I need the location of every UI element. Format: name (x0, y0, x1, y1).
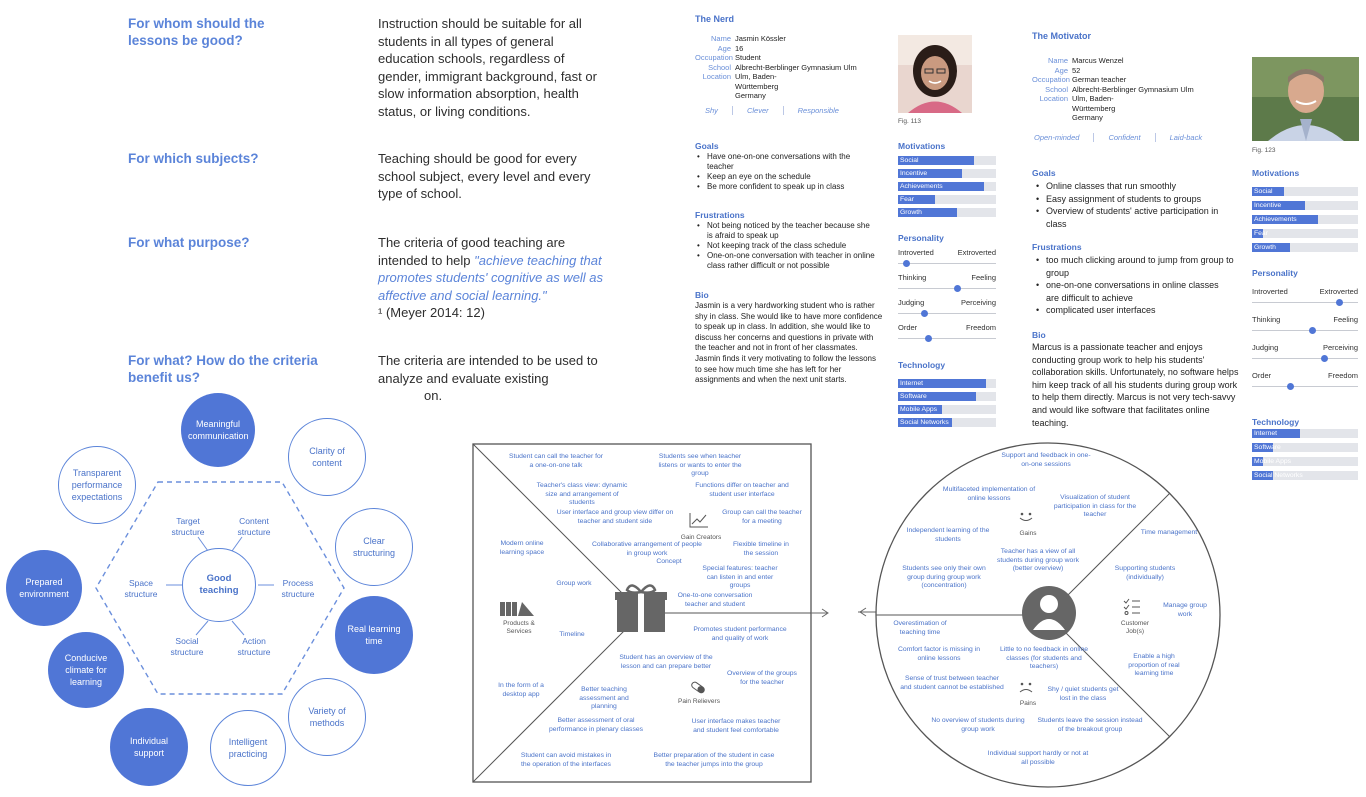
bar-row (898, 182, 996, 191)
bar-row (1252, 457, 1358, 466)
cp-item: Visualization of student participation in class for the teacher (1053, 494, 1137, 518)
field-key: Name (710, 34, 731, 43)
bar-row (898, 169, 996, 178)
outer-circle-label: Intelligent practicing (228, 737, 268, 759)
personality-slider (898, 263, 996, 264)
bio-text: Jasmin is a very hardworking student who is rather shy in class. She would like to have more confidence to speak up in class. In addition, she would like to discuss her concerns and questions in private with the teacher and not in front of her classmates. Jasmin finds it very motivating to follow the lessons to see how much time she has left for her assignments and when the next unit starts. (695, 301, 883, 385)
slider-left-label: Judging (1252, 343, 1279, 352)
field-value: 52 (1072, 65, 1081, 75)
cp-item: Overestimation of teaching time (893, 620, 947, 636)
outer-circle-label: Individual support (129, 736, 169, 758)
bar-row (1252, 429, 1358, 438)
cp-item: Independent learning of the students (906, 527, 990, 543)
frustrations-heading: Frustrations (1032, 242, 1082, 252)
trait-tag: Shy (705, 106, 718, 115)
vp-item: Timeline (559, 631, 585, 638)
question-benefit: For what? How do the criteria benefit us? (128, 353, 318, 385)
field-key: Occupation (695, 53, 733, 62)
answer-subjects: Teaching should be good for every school subject, every level and every type of school. (378, 151, 591, 201)
cp-item: Enable a high proportion of real learning time (1128, 653, 1180, 677)
outer-circle (288, 418, 366, 496)
motivations-heading: Motivations (1252, 168, 1300, 178)
field-value: Ulm, Baden-Württemberg Germany (735, 72, 779, 100)
bar-label: Growth (1254, 244, 1276, 251)
persona-title: The Motivator (1032, 31, 1092, 41)
outer-circle (335, 596, 413, 674)
frustrations-heading: Frustrations (695, 210, 745, 220)
slider-left-label: Judging (898, 298, 925, 307)
cp-item: No overview of students during group work (931, 717, 1025, 733)
list-item: • One-on-one conversation with teacher in online class rather difficult or not possible (695, 251, 875, 271)
vp-item: Better assessment of oral performance in plenary classes (548, 717, 644, 733)
outer-circle (288, 678, 366, 756)
bar-row (898, 392, 996, 401)
vp-item: Better preparation of the student in case the teacher jumps into the group (653, 752, 775, 768)
cp-item: Support and feedback in one-on-one sessions (1001, 452, 1091, 468)
outer-circle-label: Transparent performance expectations (71, 468, 123, 502)
field-value: German teacher (1072, 75, 1127, 84)
bar-label: Mobile Apps (900, 406, 938, 413)
outer-circle (181, 393, 255, 467)
bar-label: Software (1254, 444, 1281, 451)
persona-fields (1032, 56, 1212, 123)
inner-label: Social structure (170, 636, 204, 657)
trait-tag: Open-minded (1034, 133, 1080, 142)
bar-label: Social Networks (1254, 472, 1303, 479)
bar-label: Social (1254, 188, 1273, 195)
slider-right-label: Perceiving (960, 298, 996, 307)
list-item: • Keep an eye on the schedule (695, 172, 865, 182)
vp-item: Group work (556, 580, 592, 587)
frustrations-list (1034, 254, 1234, 317)
outer-circle (48, 632, 124, 708)
slider-left-label: Order (1252, 371, 1272, 380)
bar-label: Social (900, 157, 919, 164)
goals-list (1034, 180, 1234, 230)
goals-heading: Goals (695, 141, 719, 151)
field-key: Occupation (1032, 75, 1070, 84)
persona-traits (1034, 133, 1216, 142)
field-key: Name (1047, 56, 1068, 65)
answer-whom: Instruction should be suitable for all students in all types of general education schools, regardless of gender, immigrant background, fast or slow information absorption, health status, or living conditions. (378, 16, 597, 119)
field-value: Ulm, Baden-Württemberg Germany (1072, 94, 1116, 122)
slider-right-label: Feeling (971, 273, 996, 282)
slider-knob (1336, 299, 1343, 306)
personality-heading: Personality (898, 233, 944, 243)
vp-item: Special features: teacher can listen in and enter groups (702, 565, 778, 589)
bio-heading: Bio (1032, 330, 1046, 340)
goals-list (695, 152, 865, 192)
outer-circle (335, 508, 413, 586)
field-value: Albrecht-Berblinger Gymnasium Ulm (1072, 84, 1194, 94)
outer-circle (6, 550, 82, 626)
slider-right-label: Freedom (1327, 371, 1358, 380)
outer-circle (58, 446, 136, 524)
bar-label: Software (900, 393, 927, 400)
slider-left-label: Introverted (898, 248, 934, 257)
outer-circle (110, 708, 188, 786)
trait-tag: Responsible (783, 106, 853, 115)
bar-row (1252, 471, 1358, 480)
bar-row (898, 405, 996, 414)
bar-label: Fear (1254, 230, 1268, 237)
field-key: Age (717, 43, 731, 53)
inner-label: Process structure (281, 578, 315, 599)
center-label: Good teaching (199, 573, 239, 596)
trait-tag: Laid-back (1155, 133, 1217, 142)
list-item: • Easy assignment of students to groups (1034, 193, 1234, 206)
field-key: Age (1054, 65, 1068, 75)
bar-row (1252, 187, 1358, 196)
personality-slider (1252, 358, 1358, 359)
bar-label: Social Networks (900, 419, 949, 426)
gains-label: Gains (1019, 530, 1037, 537)
answer-benefit-tail: on. (424, 388, 443, 403)
goals-heading: Goals (1032, 168, 1056, 178)
bar-row (1252, 229, 1358, 238)
bar-row (898, 195, 996, 204)
vp-item: User interface makes teacher and student feel comfortable (691, 718, 781, 734)
bar-row (898, 156, 996, 165)
personality-slider (898, 288, 996, 289)
cp-item: Comfort factor is missing in online lessons (898, 646, 980, 662)
trait-tag: Confident (1093, 133, 1154, 142)
bio-heading: Bio (695, 290, 709, 300)
vp-item: Concept (656, 558, 682, 565)
gain-creators-label: Gain Creators (680, 534, 722, 541)
cp-item: Students see only their own group during group work (concentration) (902, 565, 986, 589)
personality-slider (898, 338, 996, 339)
cp-item: Shy / quiet students get lost in the class (1047, 686, 1119, 702)
outer-circle-label: Clarity of content (309, 446, 345, 468)
list-item: • Overview of students' active participation in class (1034, 205, 1234, 230)
bio-text: Marcus is a passionate teacher and enjoys conducting group work to help his students' collaboration skills. Unfortunately, no software helps him keep track of all his students during group work to help them directly. Marcus is not very tech-savvy and would like software that facilitates online teaching. (1032, 342, 1239, 428)
vp-item: One-to-one conversation teacher and student (677, 592, 753, 608)
inner-label: Action structure (237, 636, 271, 657)
cp-item: Supporting students (individually) (1114, 565, 1176, 581)
vp-item: User interface and group view differ on teacher and student side (556, 509, 674, 525)
vp-item: Collaborative arrangement of people in group work (592, 541, 702, 557)
slider-right-label: Perceiving (1322, 343, 1358, 352)
list-item: • one-on-one conversations in online classes are difficult to achieve (1034, 279, 1234, 304)
slider-right-label: Feeling (1333, 315, 1358, 324)
persona-title: The Nerd (695, 14, 735, 24)
bar-row (1252, 443, 1358, 452)
outer-circle-label: Real learning time (347, 624, 401, 646)
vp-item: Modern online learning space (499, 540, 545, 556)
jobs-label: Customer Job(s) (1120, 620, 1150, 635)
personality-slider (898, 313, 996, 314)
inner-label: Target structure (171, 516, 205, 537)
bar-row (1252, 243, 1358, 252)
answer-purpose-quote: "achieve teaching that promotes students' cognitive as well as affective and social learning." (378, 252, 604, 303)
slider-knob (1309, 327, 1316, 334)
field-value: Marcus Wenzel (1072, 56, 1124, 65)
bar-label: Growth (900, 209, 922, 216)
inner-label: Space structure (124, 578, 158, 599)
field-key: Location (702, 72, 731, 81)
persona-traits (705, 106, 853, 115)
bar-row (898, 418, 996, 427)
cp-item: Little to no feedback in online classes (for students and teachers) (999, 646, 1089, 670)
bar-label: Achievements (900, 183, 943, 190)
slider-right-label: Extroverted (957, 248, 996, 257)
bar-row (898, 379, 996, 388)
slider-knob (1287, 383, 1294, 390)
cp-item: Sense of trust between teacher and student cannot be established (900, 675, 1004, 691)
vp-item: Promotes student performance and quality of work (693, 626, 787, 642)
vp-item: Students see when teacher listens or wants to enter the group (658, 453, 742, 477)
persona-fields (695, 34, 875, 101)
inner-label: Content structure (237, 516, 271, 537)
field-key: School (1045, 84, 1068, 94)
cp-item: Manage group work (1163, 602, 1207, 618)
answer-purpose-citation: ¹ (Meyer 2014: 12) (378, 305, 485, 320)
pain-relievers-label: Pain Relievers (678, 698, 720, 705)
vp-item: Better teaching assessment and planning (579, 686, 629, 710)
vp-item: Student can avoid mistakes in the operation of the interfaces (520, 752, 612, 768)
slider-right-label: Extroverted (1319, 287, 1358, 296)
bar-row (1252, 201, 1358, 210)
technology-heading: Technology (1252, 417, 1300, 427)
cp-item: Teacher has a view of all students during group work (better overview) (997, 548, 1079, 572)
cp-item: Time management (1140, 529, 1198, 536)
frustrations-list (695, 221, 875, 271)
bar-row (898, 208, 996, 217)
slider-left-label: Order (898, 323, 918, 332)
list-item: • Be more confident to speak up in class (695, 182, 865, 192)
answer-purpose (378, 234, 610, 322)
pains-label: Pains (1019, 700, 1037, 707)
personality-slider (1252, 330, 1358, 331)
motivations-heading: Motivations (898, 141, 946, 151)
vp-item: Overview of the groups for the teacher (727, 670, 797, 686)
bar-label: Incentive (1254, 202, 1282, 209)
list-item: • too much clicking around to jump from group to group (1034, 254, 1234, 279)
slider-knob (1321, 355, 1328, 362)
slider-knob (954, 285, 961, 292)
answer-purpose-text: The criteria of good teaching are intended to help (378, 235, 566, 268)
list-item: • complicated user interfaces (1034, 304, 1234, 317)
bar-label: Fear (900, 196, 914, 203)
slider-left-label: Introverted (1252, 287, 1288, 296)
question-subjects: For which subjects? (128, 151, 259, 166)
personality-heading: Personality (1252, 268, 1298, 278)
slider-left-label: Thinking (898, 273, 927, 282)
list-item: • Have one-on-one conversations with the teacher (695, 152, 865, 172)
slider-knob (903, 260, 910, 267)
question-whom: For whom should the lessons be good? (128, 16, 265, 48)
personality-slider (1252, 386, 1358, 387)
vp-item: In the form of a desktop app (498, 682, 544, 698)
slider-left-label: Thinking (1252, 315, 1281, 324)
persona-photo (898, 35, 972, 113)
slider-right-label: Freedom (965, 323, 996, 332)
bar-label: Incentive (900, 170, 928, 177)
vp-item: Student has an overview of the lesson and can prepare better (619, 654, 713, 670)
cp-item: Multifaceted implementation of online lessons (942, 486, 1036, 502)
field-value: 16 (735, 43, 744, 53)
bar-label: Internet (1254, 430, 1278, 437)
field-key: Location (1039, 94, 1068, 103)
cp-item: Individual support hardly or not at all possible (987, 750, 1089, 766)
persona-photo (1252, 57, 1359, 141)
figure-caption: Fig. 123 (1252, 147, 1276, 154)
vp-item: Flexible timeline in the session (733, 541, 789, 557)
personality-slider (1252, 302, 1358, 303)
field-value: Student (735, 53, 761, 62)
outer-circle-label: Prepared environment (19, 577, 69, 599)
bar-row (1252, 215, 1358, 224)
outer-circle-label: Variety of methods (308, 706, 346, 728)
vp-item: Student can call the teacher for a one-on-one talk (508, 453, 604, 469)
slider-knob (921, 310, 928, 317)
bar-label: Achievements (1254, 216, 1297, 223)
field-key: School (708, 62, 731, 72)
bar-label: Mobile Apps (1254, 458, 1292, 465)
outer-circle (210, 710, 286, 786)
figure-caption: Fig. 113 (898, 118, 922, 125)
outer-circle-label: Clear structuring (352, 536, 396, 558)
answer-benefit-text: The criteria are intended to be used to analyze and evaluate existing (378, 353, 598, 386)
outer-circle-label: Conducive climate for learning (64, 653, 108, 687)
list-item: • Not being noticed by the teacher because she is afraid to speak up (695, 221, 875, 241)
list-item: • Not keeping track of the class schedule (695, 241, 875, 251)
trait-tag: Clever (732, 106, 783, 115)
question-purpose: For what purpose? (128, 235, 250, 250)
cp-item: Students leave the session instead of the breakout group (1037, 717, 1143, 733)
field-value: Albrecht-Berblinger Gymnasium Ulm (735, 62, 857, 72)
technology-heading: Technology (898, 360, 946, 370)
slider-knob (925, 335, 932, 342)
outer-circle-label: Meaningful communication (188, 419, 249, 441)
bar-label: Internet (900, 380, 924, 387)
vp-item: Teacher's class view: dynamic size and arrangement of students (536, 482, 628, 506)
vp-item: Functions differ on teacher and student user interface (695, 482, 789, 498)
field-value: Jasmin Kössler (735, 34, 786, 43)
center-circle (182, 548, 256, 622)
vp-item: Group can call the teacher for a meeting (722, 509, 802, 525)
products-label: Products & Services (503, 620, 535, 635)
list-item: • Online classes that run smoothly (1034, 180, 1234, 193)
